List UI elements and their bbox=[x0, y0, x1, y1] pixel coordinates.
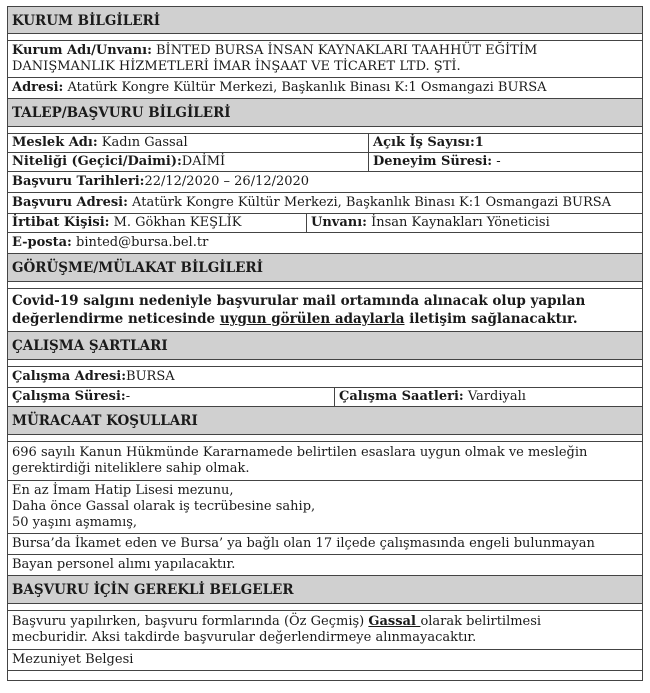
gorusme-text-2a: değerlendirme neticesinde bbox=[12, 311, 220, 327]
kurum-adi-label: Kurum Adı/Unvanı: bbox=[12, 43, 152, 58]
muracaat-p1-2: gerektirdiği niteliklere sahip olmak. bbox=[12, 461, 250, 476]
unvan-value: İnsan Kaynakları Yöneticisi bbox=[366, 215, 550, 230]
belgeler-p1-2: mecburidir. Aksi takdirde başvurular değerlendirmeye alınmayacaktır. bbox=[12, 630, 477, 645]
belgeler-p1c: olarak belirtilmesi bbox=[420, 614, 542, 629]
basvuru-adres-row bbox=[7, 193, 643, 214]
section-header-talep: TALEP/BAŞVURU BİLGİLERİ bbox=[7, 99, 643, 127]
calisma-saat-label: Çalışma Saatleri: bbox=[339, 389, 464, 404]
basvuru-adres-value: Atatürk Kongre Kültür Merkezi, Başkanlık Binası K:1 Osmangazi BURSA bbox=[127, 195, 612, 210]
job-posting-form bbox=[7, 6, 643, 681]
calisma-adres-value: BURSA bbox=[126, 369, 175, 384]
nitelik-label: Niteliği (Geçici/Daimi): bbox=[12, 154, 182, 169]
nitelik-value: DAİMİ bbox=[181, 154, 226, 169]
belgeler-paragraph bbox=[7, 610, 643, 650]
muracaat-item-1: En az İmam Hatip Lisesi mezunu, bbox=[12, 483, 234, 498]
calisma-sure-label: Çalışma Süresi: bbox=[12, 389, 126, 404]
calisma-saat-value: Vardiyalı bbox=[463, 389, 526, 404]
belgeler-item-1-row bbox=[7, 650, 643, 671]
gorusme-text-1: Covid-19 salgını nedeniyle başvurular mail ortamında alınacak olup yapılan bbox=[12, 293, 586, 309]
calisma-adres-label: Çalışma Adresi: bbox=[12, 369, 127, 384]
belgeler-p1b: Gassal bbox=[368, 614, 421, 629]
basvuru-tarih-label: Başvuru Tarihleri: bbox=[12, 174, 145, 189]
muracaat-item-5: Bayan personel alımı yapılacaktır. bbox=[12, 557, 236, 572]
muracaat-item-5-row bbox=[7, 555, 643, 576]
meslek-row bbox=[7, 133, 643, 153]
muracaat-item-4-row bbox=[7, 534, 643, 555]
muracaat-list bbox=[7, 481, 643, 534]
calisma-adres-row bbox=[7, 366, 643, 388]
deneyim-label: Deneyim Süresi: bbox=[373, 154, 493, 169]
gorusme-text-2c: iletişim sağlanacaktır. bbox=[404, 311, 578, 327]
kurum-adi-value-2: DANIŞMANLIK HİZMETLERİ İMAR İNŞAAT VE TİCARET LTD. ŞTİ. bbox=[12, 59, 461, 74]
calisma-sure-row bbox=[7, 388, 643, 407]
meslek-label: Meslek Adı: bbox=[12, 135, 98, 150]
belgeler-item-1: Mezuniyet Belgesi bbox=[12, 652, 134, 667]
meslek-value: Kadın Gassal bbox=[97, 135, 188, 150]
irtibat-row bbox=[7, 214, 643, 233]
basvuru-tarih-row bbox=[7, 172, 643, 193]
section-header-calisma: ÇALIŞMA ŞARTLARI bbox=[7, 332, 643, 360]
nitelik-row bbox=[7, 153, 643, 172]
muracaat-item-2: Daha önce Gassal olarak iş tecrübesine sahip, bbox=[12, 499, 316, 514]
acik-is-label: Açık İş Sayısı: bbox=[373, 135, 475, 150]
eposta-label: E-posta: bbox=[12, 235, 72, 250]
section-header-belgeler: BAŞVURU İÇİN GEREKLİ BELGELER bbox=[7, 576, 643, 604]
muracaat-item-4: Bursa’da İkamet eden ve Bursa’ ya bağlı olan 17 ilçede çalışmasında engeli bulunmayan bbox=[12, 536, 595, 551]
muracaat-paragraph bbox=[7, 441, 643, 481]
muracaat-item-3: 50 yaşını aşmamış, bbox=[12, 515, 138, 530]
section-header-gorusme: GÖRÜŞME/MÜLAKAT BİLGİLERİ bbox=[7, 254, 643, 282]
kurum-adres-label: Adresi: bbox=[12, 80, 64, 95]
eposta-row bbox=[7, 233, 643, 254]
basvuru-adres-label: Başvuru Adresi: bbox=[12, 195, 128, 210]
unvan-label: Unvanı: bbox=[311, 215, 367, 230]
acik-is-value: 1 bbox=[474, 135, 484, 150]
kurum-adres-value: Atatürk Kongre Kültür Merkezi, Başkanlık Binası K:1 Osmangazi BURSA bbox=[63, 80, 547, 95]
calisma-sure-value: - bbox=[125, 389, 131, 404]
gorusme-text-2b: uygun görülen adaylarla bbox=[219, 311, 405, 327]
kurum-adres-row bbox=[7, 78, 643, 99]
belgeler-p1a: Başvuru yapılırken, başvuru formlarında (Öz Geçmiş) bbox=[12, 614, 369, 629]
basvuru-tarih-value: 22/12/2020 – 26/12/2020 bbox=[144, 174, 310, 189]
irtibat-value: M. Gökhan KEŞLİK bbox=[109, 215, 242, 230]
gorusme-text bbox=[7, 288, 643, 332]
irtibat-label: İrtibat Kişisi: bbox=[12, 215, 110, 230]
section-header-muracaat: MÜRACAAT KOŞULLARI bbox=[7, 407, 643, 435]
muracaat-p1-1: 696 sayılı Kanun Hükmünde Kararnamede belirtilen esaslara uygun olmak ve mesleğin bbox=[12, 445, 588, 460]
section-header-kurum: KURUM BİLGİLERİ bbox=[7, 6, 643, 34]
kurum-adi-value-1: BİNTED BURSA İNSAN KAYNAKLARI TAAHHÜT EĞİTİM bbox=[151, 43, 538, 58]
deneyim-value: - bbox=[492, 154, 501, 169]
eposta-value[interactable]: binted@bursa.bel.tr bbox=[71, 235, 209, 250]
kurum-adi-row bbox=[7, 40, 643, 78]
trailing-row bbox=[7, 671, 643, 681]
